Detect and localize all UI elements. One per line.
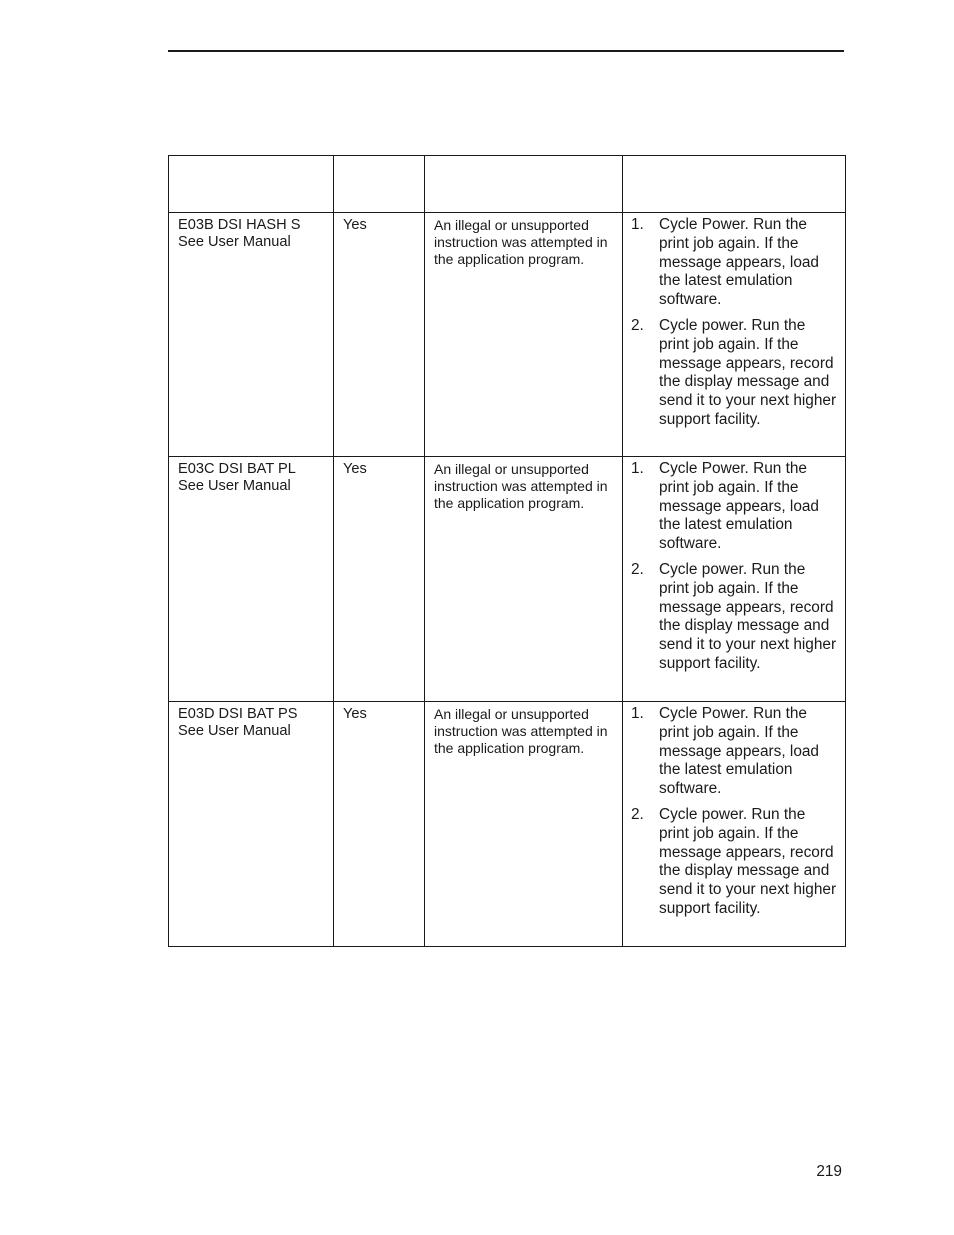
error-code: E03B DSI HASH S xyxy=(178,217,301,233)
explanation-cell xyxy=(425,213,623,457)
action-step xyxy=(631,705,837,799)
displayable-value: Yes xyxy=(343,217,367,233)
explanation-text: An illegal or unsupported instruction was attempted in the application program. xyxy=(434,706,608,757)
step-number: 2. xyxy=(631,316,644,334)
error-code: E03C DSI BAT PL xyxy=(178,461,296,477)
table-row xyxy=(169,702,846,947)
header-cell-explanation xyxy=(425,156,623,213)
step-text: Cycle power. Run the print job again. If the message appears, record the display message and send it to your next higher support facility. xyxy=(659,316,837,428)
header-cell-message xyxy=(169,156,334,213)
step-number: 2. xyxy=(631,805,644,823)
page-number: 219 xyxy=(816,1163,842,1180)
step-text: Cycle Power. Run the print job again. If the message appears, load the latest emulation software. xyxy=(659,216,819,309)
step-number: 1. xyxy=(631,705,644,722)
step-text: Cycle power. Run the print job again. If the message appears, record the display message and send it to your next higher support facility. xyxy=(659,560,837,672)
action-step xyxy=(631,317,837,430)
action-cell xyxy=(623,213,846,457)
action-cell xyxy=(623,702,846,947)
step-text: Cycle power. Run the print job again. If the message appears, record the display message and send it to your next higher support facility. xyxy=(659,805,837,917)
explanation-text: An illegal or unsupported instruction was attempted in the application program. xyxy=(434,217,608,268)
step-number: 1. xyxy=(631,216,644,233)
step-number: 2. xyxy=(631,560,644,578)
action-cell xyxy=(623,457,846,702)
header-cell-action xyxy=(623,156,846,213)
step-text: Cycle Power. Run the print job again. If the message appears, load the latest emulation software. xyxy=(659,460,819,553)
action-step xyxy=(631,806,837,919)
message-cell xyxy=(169,213,334,457)
error-note: See User Manual xyxy=(178,234,291,251)
explanation-text: An illegal or unsupported instruction was attempted in the application program. xyxy=(434,461,608,512)
step-number: 1. xyxy=(631,460,644,477)
displayable-cell xyxy=(334,457,425,702)
header-rule xyxy=(168,50,844,52)
error-code: E03D DSI BAT PS xyxy=(178,706,298,722)
table-row xyxy=(169,213,846,457)
action-steps xyxy=(623,702,845,923)
explanation-cell xyxy=(425,702,623,947)
header-cell-displayable xyxy=(334,156,425,213)
error-note: See User Manual xyxy=(178,723,291,740)
explanation-cell xyxy=(425,457,623,702)
message-cell xyxy=(169,457,334,702)
error-message-table xyxy=(168,155,846,947)
table-header-row xyxy=(169,156,846,213)
displayable-value: Yes xyxy=(343,706,367,722)
action-step xyxy=(631,216,837,310)
action-step xyxy=(631,460,837,554)
displayable-cell xyxy=(334,702,425,947)
action-step xyxy=(631,561,837,674)
displayable-cell xyxy=(334,213,425,457)
action-steps xyxy=(623,213,845,434)
error-note: See User Manual xyxy=(178,478,291,495)
displayable-value: Yes xyxy=(343,461,367,477)
action-steps xyxy=(623,457,845,678)
table-row xyxy=(169,457,846,702)
message-cell xyxy=(169,702,334,947)
step-text: Cycle Power. Run the print job again. If the message appears, load the latest emulation software. xyxy=(659,705,819,798)
